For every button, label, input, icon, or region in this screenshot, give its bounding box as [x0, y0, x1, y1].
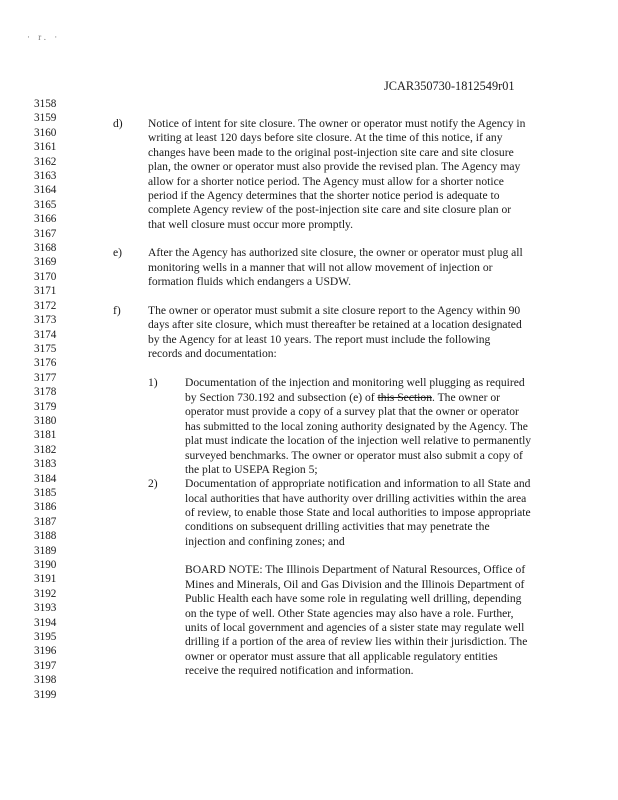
subsection-f-line: by the Agency for at least 10 years. The report must include the following	[148, 333, 491, 346]
item-2-line: of review, to enable those State and local authorities to impose appropriate	[185, 506, 531, 519]
item-2-line: conditions on subsequent drilling activities that may penetrate the	[185, 520, 490, 533]
line-number: 3186	[34, 501, 57, 514]
line-number: 3172	[34, 299, 57, 312]
line-number: 3182	[34, 443, 57, 456]
item-1-line: plat must indicate the location of the injection well relative to permanently	[185, 434, 532, 447]
subsection-d-line: allow for a shorter notice period. The Agency must allow for a shorter notice	[148, 175, 504, 188]
line-number: 3187	[34, 515, 57, 528]
line-number: 3175	[34, 342, 57, 355]
line-number: 3191	[34, 573, 57, 586]
board-note-line: BOARD NOTE: The Illinois Department of Natural Resources, Office of	[185, 563, 526, 576]
subsection-d-line: that well closure must occur more promptly.	[148, 218, 353, 231]
item-2-line: Documentation of appropriate notification and information to all State and	[185, 477, 531, 490]
item-1-text: by Section 730.192 and subsection (e) of	[185, 391, 378, 404]
line-number: 3161	[34, 141, 57, 154]
subsection-d-label: d)	[113, 117, 123, 130]
line-number: 3176	[34, 357, 57, 370]
board-note-line: receive the required notification and information.	[185, 664, 414, 677]
line-number: 3199	[34, 688, 57, 701]
line-number: 3184	[34, 472, 57, 485]
subsection-d-line: writing at least 120 days before site closure. At the time of this notice, if any	[148, 131, 503, 144]
item-1-line: operator must provide a copy of a survey plat that the owner or operator	[185, 405, 519, 418]
line-number: 3190	[34, 559, 57, 571]
subsection-e-line: monitoring wells in a manner that will not allow movement of injection or	[148, 261, 493, 274]
line-number: 3160	[34, 126, 57, 139]
line-number: 3185	[34, 486, 57, 499]
line-number: 3179	[34, 400, 57, 413]
subsection-d-line: period if the Agency determines that the shorter notice period is adequate to	[148, 189, 500, 202]
line-number: 3193	[34, 602, 57, 615]
line-number: 3163	[34, 170, 57, 183]
line-number: 3192	[34, 587, 57, 600]
line-number: 3181	[34, 429, 57, 442]
subsection-f-line: records and documentation:	[148, 347, 277, 360]
line-number: 3194	[34, 616, 57, 629]
line-number: 3183	[34, 458, 57, 471]
board-note-line: Public Health each have some role in regulating well drilling, depending	[185, 592, 522, 605]
line-number: 3169	[34, 256, 57, 269]
line-number: 3158	[34, 98, 57, 110]
line-number: 3173	[34, 314, 57, 327]
line-number: 3198	[34, 674, 57, 687]
subsection-e-line: formation fluids which endangers a USDW.	[148, 275, 352, 288]
line-number: 3167	[34, 227, 57, 240]
item-2-label: 2)	[148, 477, 158, 490]
board-note-line: Mines and Minerals, Oil and Gas Division and the Illinois Department of	[185, 578, 525, 591]
line-number: 3168	[34, 242, 57, 255]
board-note-line: drilling if a portion of the area of review lies within their jurisdiction. The	[185, 635, 528, 648]
line-number: 3170	[34, 270, 57, 283]
struck-text: this Section	[377, 391, 432, 404]
line-number: 3188	[34, 530, 57, 543]
item-1-line: the plat to USEPA Region 5;	[185, 463, 318, 476]
board-note-line: units of local government and agencies of a sister state may regulate well	[185, 621, 525, 634]
item-1-text: . The owner or	[432, 391, 501, 404]
subsection-d-line: changes have been made to the original post-injection site care and site closure	[148, 146, 514, 159]
item-1-label: 1)	[148, 376, 158, 389]
line-number: 3159	[34, 112, 57, 125]
line-number: 3177	[34, 371, 57, 384]
item-1-line: Documentation of the injection and monitoring well plugging as required	[185, 376, 525, 389]
board-note-line: owner or operator must assure that all applicable regulatory entities	[185, 650, 498, 663]
subsection-f-label: f)	[113, 304, 121, 317]
item-1-line-with-deletion	[185, 391, 500, 405]
line-number: 3197	[34, 659, 57, 672]
line-number: 3195	[34, 631, 57, 644]
line-number: 3164	[34, 184, 57, 197]
subsection-e-line: After the Agency has authorized site closure, the owner or operator must plug all	[148, 246, 523, 259]
line-number: 3178	[34, 386, 57, 399]
item-2-line: injection and confining zones; and	[185, 535, 345, 548]
line-number: 3189	[34, 544, 57, 557]
item-1-line: has submitted to the local zoning authority designated by the Agency. The	[185, 420, 528, 433]
line-number: 3171	[34, 285, 57, 298]
item-1-line: surveyed benchmarks. The owner or operator must also submit a copy of	[185, 449, 523, 462]
scan-corner-mark: · r. ·	[27, 32, 61, 42]
subsection-d-line: Notice of intent for site closure. The owner or operator must notify the Agency in	[148, 117, 526, 130]
line-number: 3196	[34, 645, 57, 658]
line-number: 3166	[34, 213, 57, 226]
line-number: 3165	[34, 198, 57, 211]
line-number-column	[34, 97, 68, 702]
subsection-f-line: The owner or operator must submit a site closure report to the Agency within 90	[148, 304, 521, 317]
subsection-d-line: plan, the owner or operator must also provide the revised plan. The Agency may	[148, 160, 521, 173]
line-number: 3174	[34, 328, 57, 341]
subsection-f-line: days after site closure, which must thereafter be retained at a location designated	[148, 318, 522, 331]
line-number: 3162	[34, 155, 57, 168]
document-header-code: JCAR350730-1812549r01	[384, 79, 515, 93]
subsection-e-label: e)	[113, 246, 123, 259]
line-number: 3180	[34, 414, 57, 427]
item-2-line: local authorities that have authority over drilling activities within the area	[185, 492, 527, 505]
board-note-line: on the type of well. Other State agencies may also have a role. Further,	[185, 607, 514, 620]
subsection-d-line: complete Agency review of the post-injection site care and site closure plan or	[148, 203, 512, 216]
